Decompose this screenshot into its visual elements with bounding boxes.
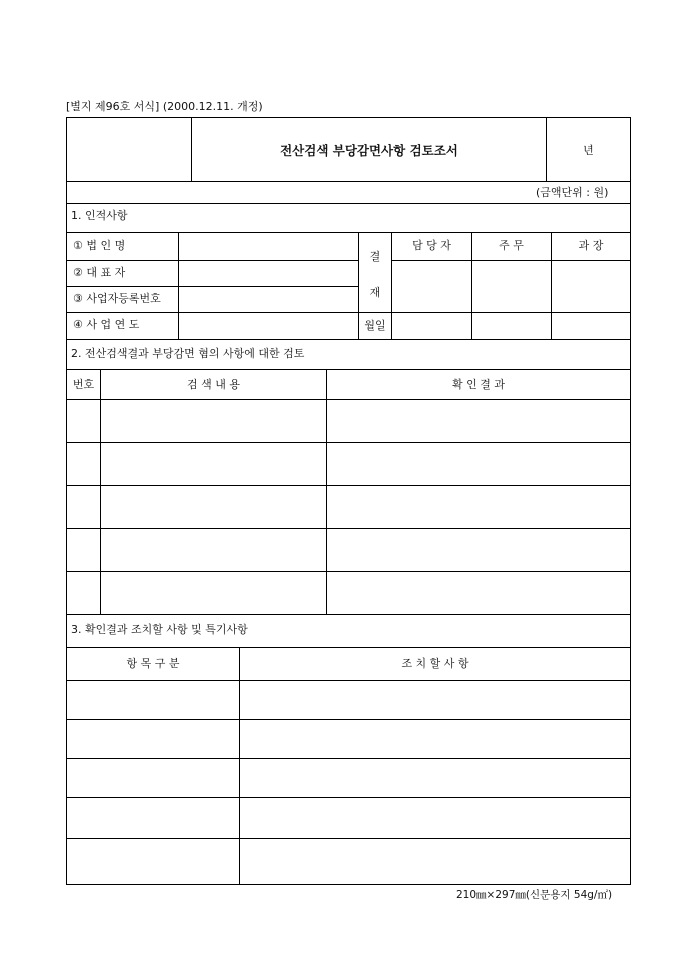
field-label-representative: ② 대 표 자	[73, 266, 126, 279]
field-label-business-number: ③ 사업자등록번호	[73, 292, 161, 305]
approval-label-1: 결	[369, 250, 381, 263]
footer-paper-spec: 210㎜×297㎜(신문용지 54g/㎡)	[456, 889, 613, 901]
year-label: 년	[583, 144, 594, 157]
col-header-check-result: 확 인 결 과	[452, 378, 505, 391]
section3-title: 3. 확인결과 조치할 사항 및 특기사항	[71, 623, 248, 636]
approval-role-chief: 주 무	[499, 239, 524, 252]
col-header-search-content: 검 색 내 용	[187, 378, 240, 391]
form-label: [별지 제96호 서식] (2000.12.11. 개정)	[66, 100, 263, 113]
section2-title: 2. 전산검색결과 부당감면 혐의 사항에 대한 검토	[71, 347, 305, 360]
unit-note: (금액단위 : 원)	[536, 186, 609, 199]
field-label-business-year: ④ 사 업 연 도	[73, 318, 140, 331]
approval-role-manager: 과 장	[578, 239, 604, 252]
col-header-item-category: 항 목 구 분	[126, 657, 180, 670]
approval-label-2: 재	[369, 286, 381, 299]
col-header-number: 번호	[72, 378, 95, 391]
page-title: 전산검색 부당감면사항 검토조서	[280, 143, 458, 158]
approval-role-staff: 담 당 자	[412, 239, 451, 252]
date-label: 월일	[364, 319, 386, 332]
section1-title: 1. 인적사항	[71, 209, 128, 222]
field-label-corp-name: ① 법 인 명	[73, 239, 126, 252]
col-header-action-items: 조 치 할 사 항	[401, 657, 469, 670]
